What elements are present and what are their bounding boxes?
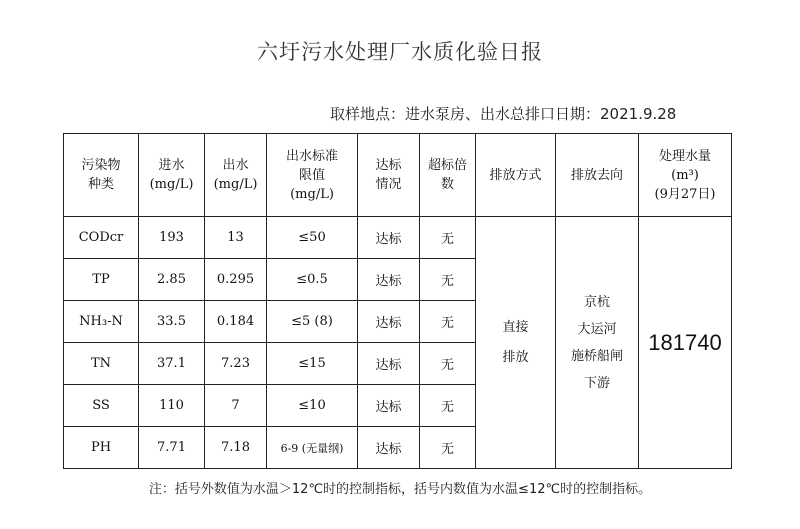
pollutant-name: PH <box>64 427 139 469</box>
header-compliance: 达标 情况 <box>358 134 420 217</box>
table-row <box>64 217 732 259</box>
limit-value: ≤15 <box>267 343 358 385</box>
exceed-multiple: 无 <box>420 259 476 301</box>
outflow-value: 7 <box>205 385 267 427</box>
limit-value: ≤10 <box>267 385 358 427</box>
exceed-multiple: 无 <box>420 427 476 469</box>
inflow-value: 2.85 <box>139 259 205 301</box>
sampling-info: 取样地点：进水泵房、出水总排口日期：2021.9.28 <box>330 105 677 123</box>
outflow-value: 7.23 <box>205 343 267 385</box>
pollutant-name: TP <box>64 259 139 301</box>
outflow-value: 0.184 <box>205 301 267 343</box>
header-inflow: 进水 (mg/L) <box>139 134 205 217</box>
inflow-value: 7.71 <box>139 427 205 469</box>
header-exceed: 超标倍 数 <box>420 134 476 217</box>
header-limit: 出水标准 限值 (mg/L) <box>267 134 358 217</box>
header-outflow: 出水 (mg/L) <box>205 134 267 217</box>
limit-value: ≤50 <box>267 217 358 259</box>
water-quality-table <box>63 133 732 469</box>
inflow-value: 193 <box>139 217 205 259</box>
exceed-multiple: 无 <box>420 217 476 259</box>
limit-value: ≤5 (8) <box>267 301 358 343</box>
pollutant-name: SS <box>64 385 139 427</box>
discharge-destination: 京杭 大运河 施桥船闸 下游 <box>556 217 639 469</box>
pollutant-name: CODcr <box>64 217 139 259</box>
compliance-status: 达标 <box>358 217 420 259</box>
inflow-value: 33.5 <box>139 301 205 343</box>
exceed-multiple: 无 <box>420 301 476 343</box>
compliance-status: 达标 <box>358 343 420 385</box>
compliance-status: 达标 <box>358 301 420 343</box>
inflow-value: 110 <box>139 385 205 427</box>
outflow-value: 13 <box>205 217 267 259</box>
pollutant-name: TN <box>64 343 139 385</box>
compliance-status: 达标 <box>358 427 420 469</box>
limit-value: 6-9 (无量纲) <box>267 427 358 469</box>
pollutant-name: NH₃-N <box>64 301 139 343</box>
footnote: 注：括号外数值为水温＞12℃时的控制指标，括号内数值为水温≤12℃时的控制指标。 <box>148 482 652 497</box>
compliance-status: 达标 <box>358 385 420 427</box>
exceed-multiple: 无 <box>420 343 476 385</box>
limit-value: ≤0.5 <box>267 259 358 301</box>
compliance-status: 达标 <box>358 259 420 301</box>
header-row <box>64 134 732 217</box>
header-pollutant: 污染物 种类 <box>64 134 139 217</box>
treated-volume: 181740 <box>639 217 732 469</box>
exceed-multiple: 无 <box>420 385 476 427</box>
outflow-value: 0.295 <box>205 259 267 301</box>
header-discharge-method: 排放方式 <box>476 134 556 217</box>
report-title: 六圩污水处理厂水质化验日报 <box>257 40 543 64</box>
header-volume: 处理水量 (m³) (9月27日) <box>639 134 732 217</box>
inflow-value: 37.1 <box>139 343 205 385</box>
outflow-value: 7.18 <box>205 427 267 469</box>
header-discharge-dest: 排放去向 <box>556 134 639 217</box>
discharge-method: 直接 排放 <box>476 217 556 469</box>
